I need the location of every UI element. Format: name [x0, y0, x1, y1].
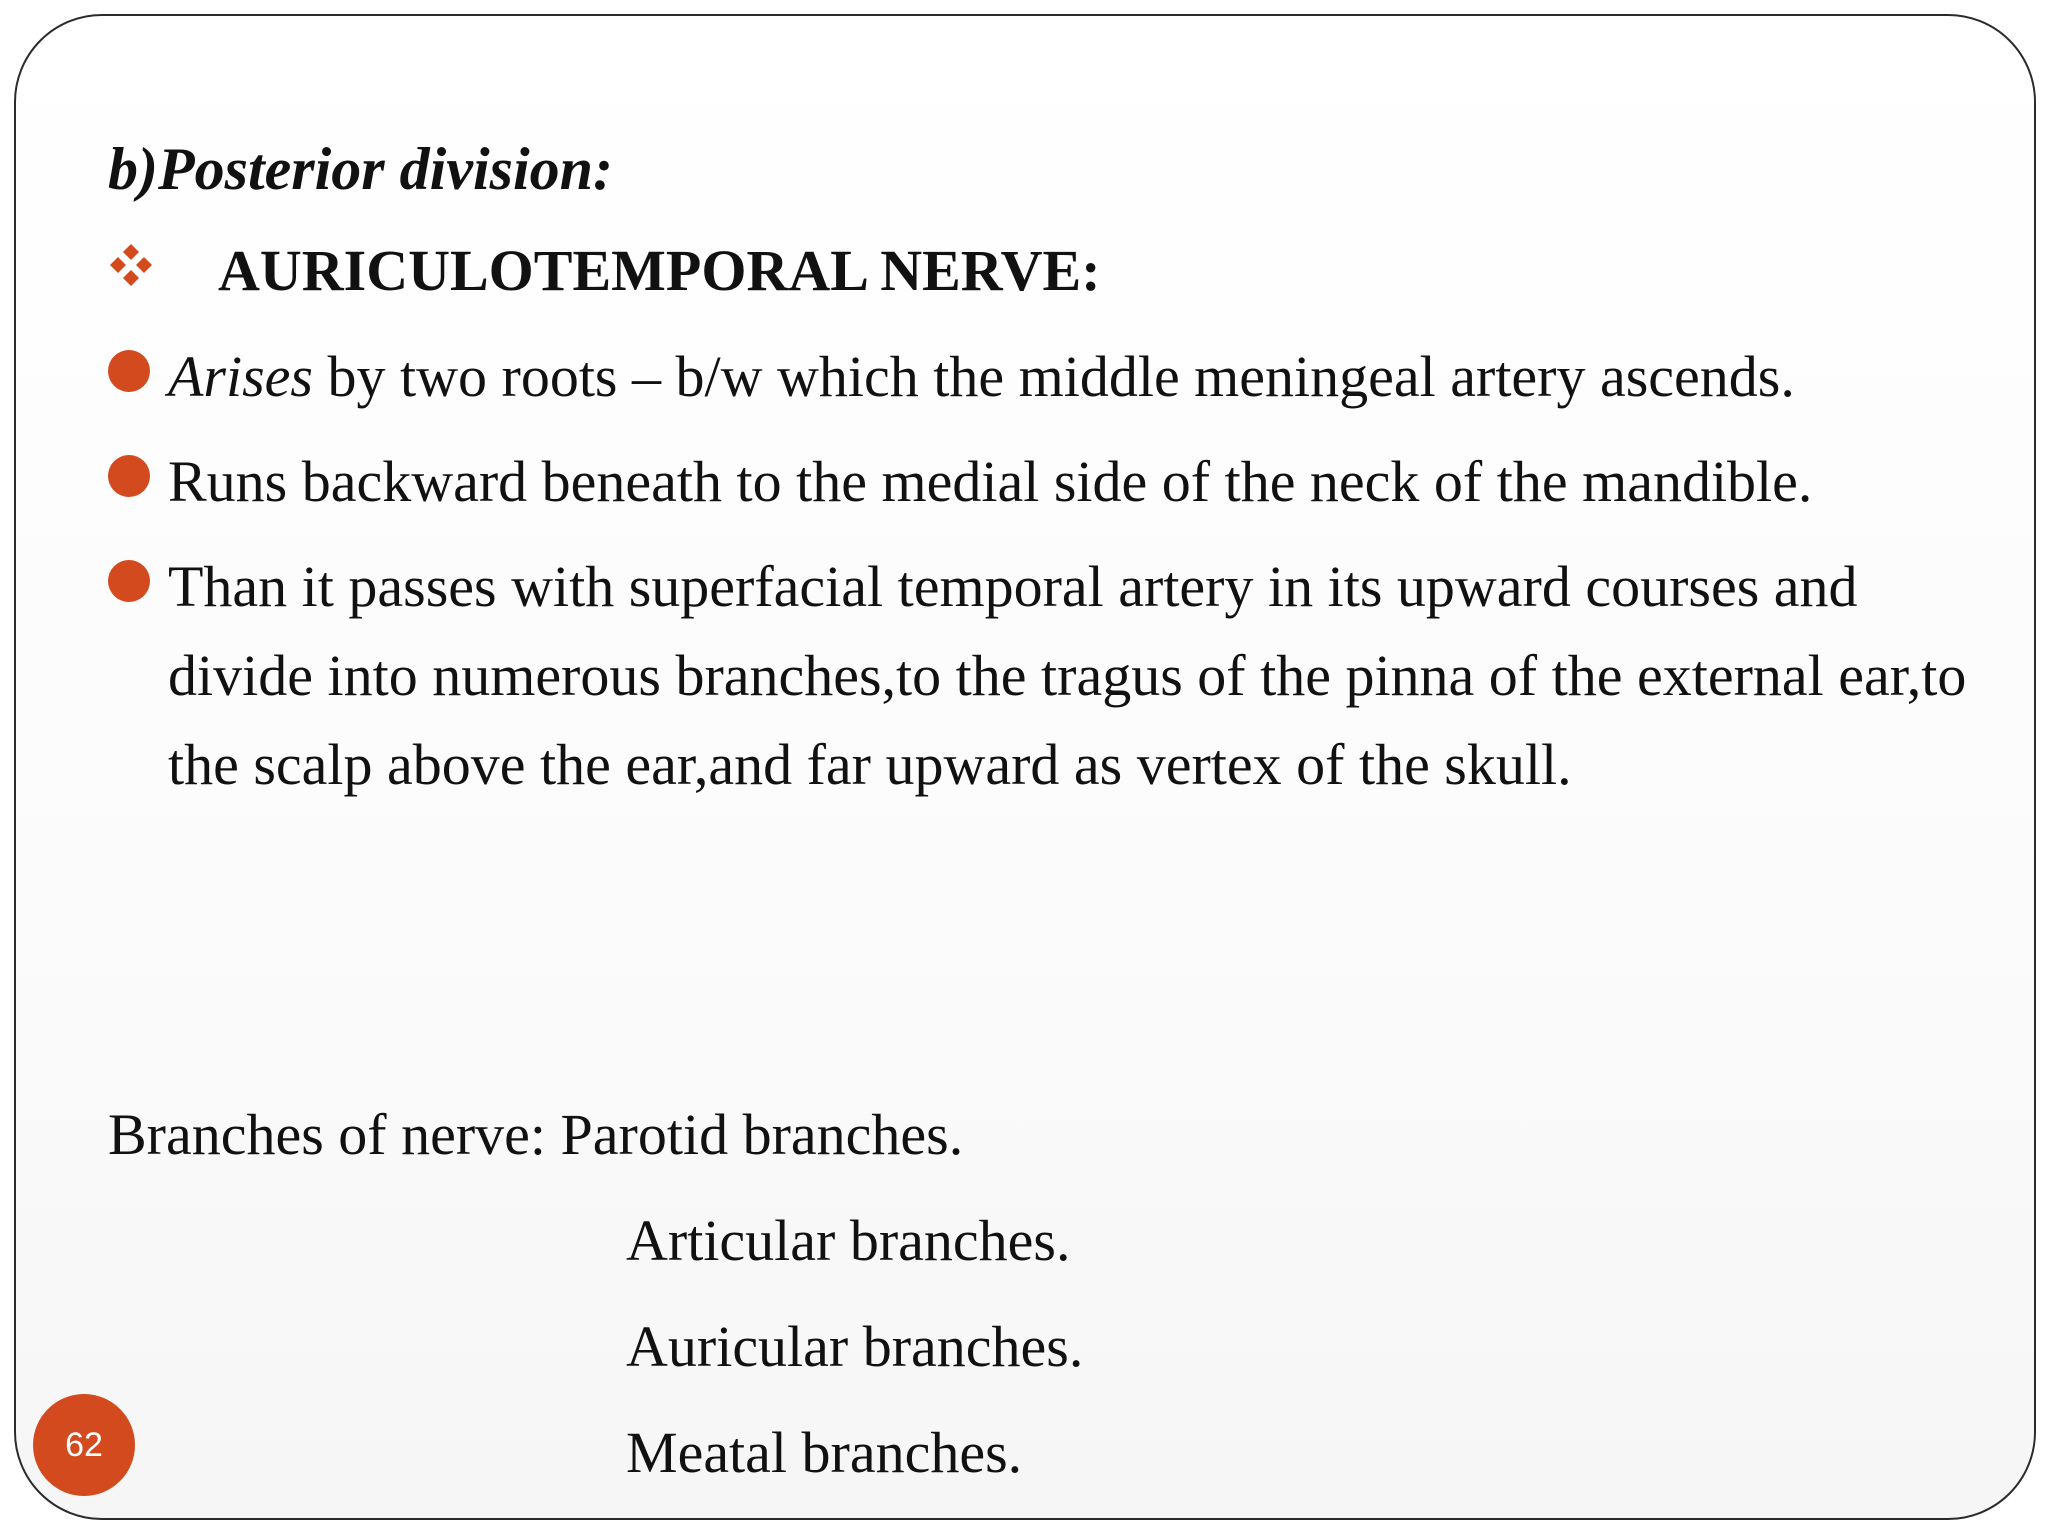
bullet-lead-italic: Arises [168, 344, 313, 409]
branch-item: Meatal branches. [626, 1420, 1023, 1485]
bullet-item [108, 542, 1978, 809]
filled-circle-bullet-icon [108, 455, 150, 497]
bullet-text: by two roots – b/w which the middle meningeal artery ascends. [313, 344, 1795, 409]
bullet-text: Than it passes with superfacial temporal artery in its upward courses and divide into numerous branches,to the tragus of the pinna of the external ear,to the scalp above the ear,and far upward as vertex of the skull. [168, 554, 1967, 797]
section-subheading: b)Posterior division: [108, 136, 613, 202]
filled-circle-bullet-icon [108, 350, 150, 392]
bullet-text: Runs backward beneath to the medial side of the neck of the mandible. [168, 449, 1813, 514]
bullet-list [108, 332, 1978, 825]
section-title: AURICULOTEMPORAL NERVE: [218, 238, 1101, 303]
filled-circle-bullet-icon [108, 560, 150, 602]
bullet-item [108, 332, 1978, 421]
four-diamond-bullet-icon [108, 242, 154, 288]
branch-item: Auricular branches. [626, 1314, 1084, 1379]
page-number-badge: 62 [33, 1394, 135, 1496]
branches-label: Branches of nerve: Parotid branches. [108, 1102, 964, 1167]
branch-item: Articular branches. [626, 1208, 1071, 1273]
bullet-item [108, 437, 1978, 526]
